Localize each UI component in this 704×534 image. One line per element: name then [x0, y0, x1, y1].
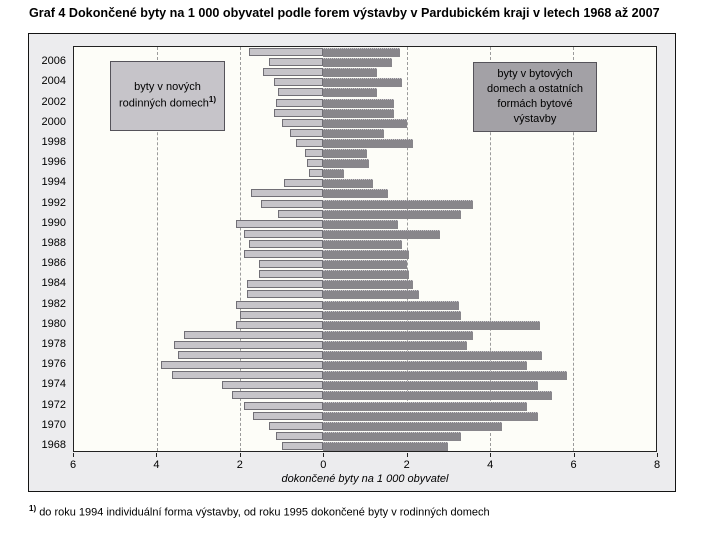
x-axis-tick-labels: [69, 459, 661, 472]
bar-apartments-2004: [323, 78, 402, 87]
bar-apartments-1972: [323, 402, 527, 411]
bar-apartments-1976: [323, 361, 527, 370]
x-tick-label: 8: [653, 459, 661, 471]
year-axis-label-2004: 2004: [41, 75, 66, 88]
bar-family-1981: [240, 311, 323, 319]
bar-family-1989: [244, 230, 323, 238]
footnote-text: do roku 1994 individuální forma výstavby, od roku 1995 dokončené byty v rodinných domech: [39, 506, 490, 519]
bar-apartments-2001: [323, 109, 394, 118]
bar-family-1999: [290, 129, 323, 137]
bar-family-1996: [307, 159, 324, 167]
bar-apartments-1978: [323, 341, 466, 350]
bar-apartments-1975: [323, 371, 566, 380]
year-axis-label-1974: 1974: [41, 378, 66, 391]
bar-family-1980: [236, 321, 323, 329]
bar-family-1983: [247, 290, 324, 298]
bar-family-1972: [244, 402, 323, 410]
x-tick: [574, 453, 575, 457]
bar-apartments-1974: [323, 381, 537, 390]
bar-apartments-1990: [323, 220, 398, 229]
year-axis-label-1990: 1990: [41, 216, 66, 229]
bar-apartments-1986: [323, 260, 406, 269]
bar-family-1979: [184, 331, 323, 339]
bar-family-1968: [282, 442, 324, 450]
x-axis-title: dokončené byty na 1 000 obyvatel: [281, 473, 449, 485]
x-tick: [240, 453, 241, 457]
bar-apartments-2007: [323, 48, 400, 57]
year-axis-label-1968: 1968: [41, 438, 66, 451]
year-axis-label-1978: 1978: [41, 337, 66, 350]
year-axis-label-1992: 1992: [41, 196, 66, 209]
bar-apartments-1997: [323, 149, 367, 158]
bar-family-1971: [253, 412, 324, 420]
year-axis-label-2000: 2000: [41, 115, 66, 128]
bar-family-1991: [278, 210, 324, 218]
year-axis-label-1982: 1982: [41, 297, 66, 310]
x-tick: [323, 453, 324, 457]
bar-family-1995: [309, 169, 324, 177]
year-axis-label-1970: 1970: [41, 418, 66, 431]
year-axis-label-1984: 1984: [41, 277, 66, 290]
x-tick-label: 0: [320, 459, 327, 471]
bar-apartments-1982: [323, 301, 458, 310]
bar-family-1976: [161, 361, 323, 369]
bar-apartments-1968: [323, 442, 448, 451]
year-axis-label-1976: 1976: [41, 358, 66, 371]
gridline: [407, 47, 408, 451]
x-tick: [407, 453, 408, 457]
plot-area: [73, 46, 657, 452]
bar-apartments-1987: [323, 250, 408, 259]
x-tick: [73, 453, 74, 457]
year-axis-label-1988: 1988: [41, 236, 66, 249]
bar-family-1986: [259, 260, 323, 268]
footnote-marker: 1): [29, 504, 37, 513]
year-axis-label-1972: 1972: [41, 398, 66, 411]
bar-family-1987: [244, 250, 323, 258]
bar-apartments-1993: [323, 189, 387, 198]
bar-apartments-1977: [323, 351, 541, 360]
bar-family-1997: [305, 149, 324, 157]
bar-apartments-1979: [323, 331, 473, 340]
year-axis-label-2006: 2006: [41, 55, 66, 68]
bar-apartments-1981: [323, 311, 460, 320]
bar-apartments-1988: [323, 240, 402, 249]
bar-family-1990: [236, 220, 323, 228]
year-axis-label-1998: 1998: [41, 135, 66, 148]
x-tick-label: 4: [487, 459, 494, 471]
legend-family-label: byty v nových rodinných domech$^{1)}$: [118, 81, 216, 110]
legend-family-box: [110, 61, 225, 131]
bar-apartments-2002: [323, 99, 394, 108]
bar-apartments-1984: [323, 280, 412, 289]
x-tick: [490, 453, 491, 457]
bar-family-1977: [178, 351, 324, 359]
bar-family-2007: [249, 48, 324, 56]
bar-family-2005: [263, 68, 323, 76]
bar-apartments-1989: [323, 230, 439, 239]
bar-apartments-1991: [323, 210, 460, 219]
x-tick-label: 2: [236, 459, 243, 471]
bar-apartments-1998: [323, 139, 412, 148]
bar-family-1984: [247, 280, 324, 288]
bar-apartments-1999: [323, 129, 383, 138]
bar-family-1994: [284, 179, 323, 187]
bar-family-2003: [278, 88, 324, 96]
bar-apartments-1980: [323, 321, 539, 330]
footnote: [29, 504, 490, 519]
bar-apartments-2005: [323, 68, 377, 77]
bar-family-1988: [249, 240, 324, 248]
bar-family-2002: [276, 99, 324, 107]
bar-apartments-1983: [323, 290, 419, 299]
bar-family-1969: [276, 432, 324, 440]
x-tick: [657, 453, 658, 457]
chart-title: Graf 4 Dokončené byty na 1 000 obyvatel podle forem výstavby v Pardubickém kraji v letech 1968 až 2007: [29, 6, 660, 20]
bar-apartments-1970: [323, 422, 502, 431]
year-axis-label-2002: 2002: [41, 95, 66, 108]
bar-family-1982: [236, 301, 323, 309]
bar-family-1998: [296, 139, 323, 147]
bar-apartments-2003: [323, 88, 377, 97]
legend-family-footnote-marker: 1): [208, 95, 216, 105]
x-axis-ticks: [73, 453, 657, 458]
year-axis-label-1994: 1994: [41, 176, 66, 189]
legend-apartments-label: byty v bytových domech a ostatních formách bytové výstavby: [486, 68, 583, 125]
gridline: [240, 47, 241, 451]
bar-family-1993: [251, 189, 324, 197]
bar-apartments-2006: [323, 58, 392, 67]
bar-apartments-1995: [323, 169, 344, 178]
bar-apartments-1992: [323, 200, 473, 209]
bar-family-2001: [274, 109, 324, 117]
bar-family-1978: [174, 341, 324, 349]
bar-family-2006: [269, 58, 323, 66]
x-tick-label: 6: [570, 459, 577, 471]
bar-apartments-2000: [323, 119, 406, 128]
bar-apartments-1973: [323, 391, 552, 400]
bar-family-1974: [222, 381, 324, 389]
year-axis-label-1980: 1980: [41, 317, 66, 330]
x-tick-label: 4: [153, 459, 160, 471]
chart-frame: [28, 33, 676, 492]
bar-apartments-1985: [323, 270, 408, 279]
bar-family-1985: [259, 270, 323, 278]
bar-apartments-1996: [323, 159, 369, 168]
bar-apartments-1969: [323, 432, 460, 441]
bar-family-1973: [232, 391, 323, 399]
x-tick: [156, 453, 157, 457]
year-axis-label-1996: 1996: [41, 156, 66, 169]
x-tick-label: 6: [69, 459, 77, 471]
bar-family-1992: [261, 200, 323, 208]
bar-family-1975: [172, 371, 324, 379]
bar-family-2004: [274, 78, 324, 86]
bar-family-2000: [282, 119, 324, 127]
x-tick-label: 2: [403, 459, 410, 471]
legend-apartments-box: [473, 62, 597, 132]
bar-apartments-1994: [323, 179, 373, 188]
bar-apartments-1971: [323, 412, 537, 421]
year-axis-label-1986: 1986: [41, 257, 66, 270]
bar-family-1970: [269, 422, 323, 430]
